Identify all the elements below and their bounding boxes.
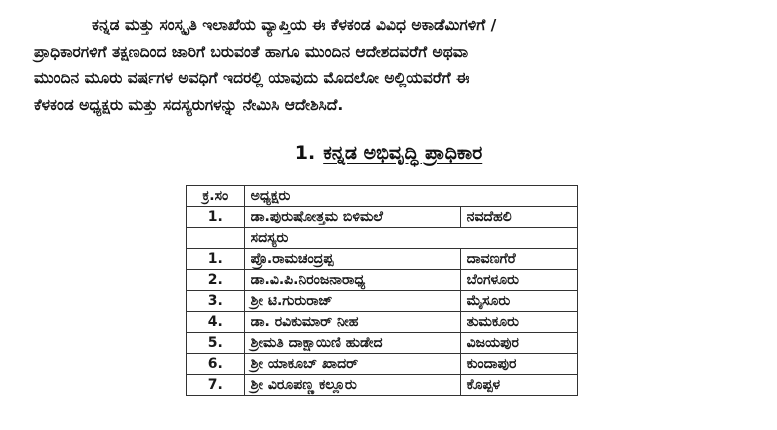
paragraph-line: ಪ್ರಾಧಿಕಾರಗಳಿಗೆ ತಕ್ಷಣದಿಂದ ಜಾರಿಗೆ ಬರುವಂತೆ ಹಾಗೂ ಮುಂದಿನ ಆದೇಶದವರೆಗೆ ಅಥವಾ <box>34 42 469 61</box>
table-row <box>187 375 578 396</box>
table-row <box>187 312 578 333</box>
paragraph-line: ಮುಂದಿನ ಮೂರು ವರ್ಷಗಳ ಅವಧಿಗೆ ಇದರಲ್ಲಿ ಯಾವುದು ಮೊದಲೋ ಅಲ್ಲಿಯವರೆಗೆ ಈ <box>34 69 470 87</box>
table-header-row <box>187 186 578 207</box>
table-row <box>187 333 578 354</box>
name-cell: ಪ್ರೊ.ರಾಮಚಂದ್ರಪ್ಪ <box>244 249 460 270</box>
name-cell: ಡಾ. ರವಿಕುಮಾರ್ ನೀಹ <box>244 312 460 333</box>
members-label-row <box>187 228 578 249</box>
place-cell: ಕೊಪ್ಪಳ <box>460 375 577 396</box>
members-section-label: ಸದಸ್ಯರು <box>244 228 577 249</box>
table-row <box>187 354 578 375</box>
serial-cell: 4. <box>187 312 245 333</box>
section-heading <box>0 142 777 164</box>
place-cell: ತುಮಕೂರು <box>460 312 577 333</box>
place-cell: ವಿಜಯಪುರ <box>460 333 577 354</box>
table-row <box>187 291 578 312</box>
section-number: 1. <box>294 142 316 164</box>
serial-cell: 1. <box>187 249 245 270</box>
name-cell: ಡಾ.ವಿ.ಪಿ.ನಿರಂಜನಾರಾಧ್ಯ <box>244 270 460 291</box>
members-table <box>186 185 578 396</box>
serial-cell: 2. <box>187 270 245 291</box>
paragraph-line: ಕನ್ನಡ ಮತ್ತು ಸಂಸ್ಕೃತಿ ಇಲಾಖೆಯ ವ್ಯಾಪ್ತಿಯ ಈ ಕೆಳಕಂಡ ವಿವಿಧ ಅಕಾಡೆಮಿಗಳಿಗೆ / <box>92 16 497 34</box>
name-cell: ಶ್ರೀಮತಿ ದಾಕ್ಷಾಯಿಣಿ ಹುಡೇದ <box>244 333 460 354</box>
serial-cell: 7. <box>187 375 245 396</box>
name-cell: ಶ್ರೀ ಯಾಕೂಬ್ ಖಾದರ್ <box>244 354 460 375</box>
name-cell: ಶ್ರೀ ಟಿ.ಗುರುರಾಜ್ <box>244 291 460 312</box>
place-cell: ದಾವಣಗೆರೆ <box>460 249 577 270</box>
serial-cell: 3. <box>187 291 245 312</box>
section-title: ಕನ್ನಡ ಅಭಿವೃದ್ಧಿ ಪ್ರಾಧಿಕಾರ <box>323 142 483 164</box>
name-cell: ಡಾ.ಪುರುಷೋತ್ತಮ ಬಿಳಿಮಲೆ <box>244 207 460 228</box>
table-row <box>187 270 578 291</box>
order-paragraph <box>34 12 754 118</box>
empty-cell <box>187 228 245 249</box>
place-cell: ಕುಂದಾಪುರ <box>460 354 577 375</box>
name-cell: ಶ್ರೀ ವಿರೂಪಣ್ಣ ಕಲ್ಲೂರು <box>244 375 460 396</box>
place-cell: ಮೈಸೂರು <box>460 291 577 312</box>
serial-header: ಕ್ರ.ಸಂ <box>187 186 245 207</box>
serial-cell: 6. <box>187 354 245 375</box>
place-cell: ನವದೆಹಲಿ <box>460 207 577 228</box>
chair-section-label: ಅಧ್ಯಕ್ಷರು <box>244 186 577 207</box>
table-row <box>187 249 578 270</box>
serial-cell: 1. <box>187 207 245 228</box>
table-row <box>187 207 578 228</box>
paragraph-line: ಕೆಳಕಂಡ ಅಧ್ಯಕ್ಷರು ಮತ್ತು ಸದಸ್ಯರುಗಳನ್ನು ನೇಮಿಸಿ ಆದೇಶಿಸಿದೆ. <box>34 95 344 114</box>
serial-cell: 5. <box>187 333 245 354</box>
place-cell: ಬೆಂಗಳೂರು <box>460 270 577 291</box>
